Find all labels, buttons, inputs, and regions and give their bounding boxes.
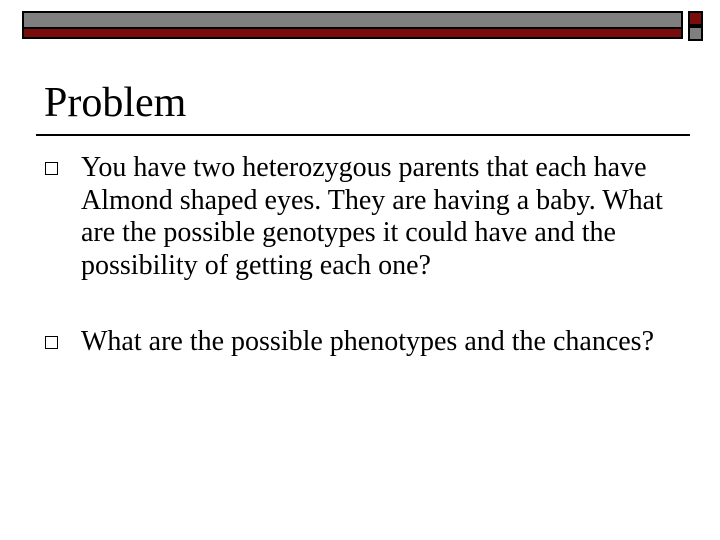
top-decorative-bar (22, 11, 683, 39)
square-bullet-icon (45, 336, 58, 349)
bullet-item-genotypes (40, 152, 680, 282)
title-underline (36, 134, 690, 136)
square-bullet-icon (45, 162, 58, 175)
bullet-list (40, 152, 680, 403)
top-bar-red-stripe (24, 27, 681, 37)
bullet-item-phenotypes (40, 326, 680, 359)
corner-square-red (688, 11, 703, 26)
bullet-text: You have two heterozygous parents that each have Almond shaped eyes. They are having a baby. What are the possible genotypes it could have and the possibility of getting each one? (81, 152, 663, 281)
corner-square-gray (688, 26, 703, 41)
slide-title: Problem (44, 80, 187, 126)
bullet-text: What are the possible phenotypes and the chances? (81, 326, 655, 357)
